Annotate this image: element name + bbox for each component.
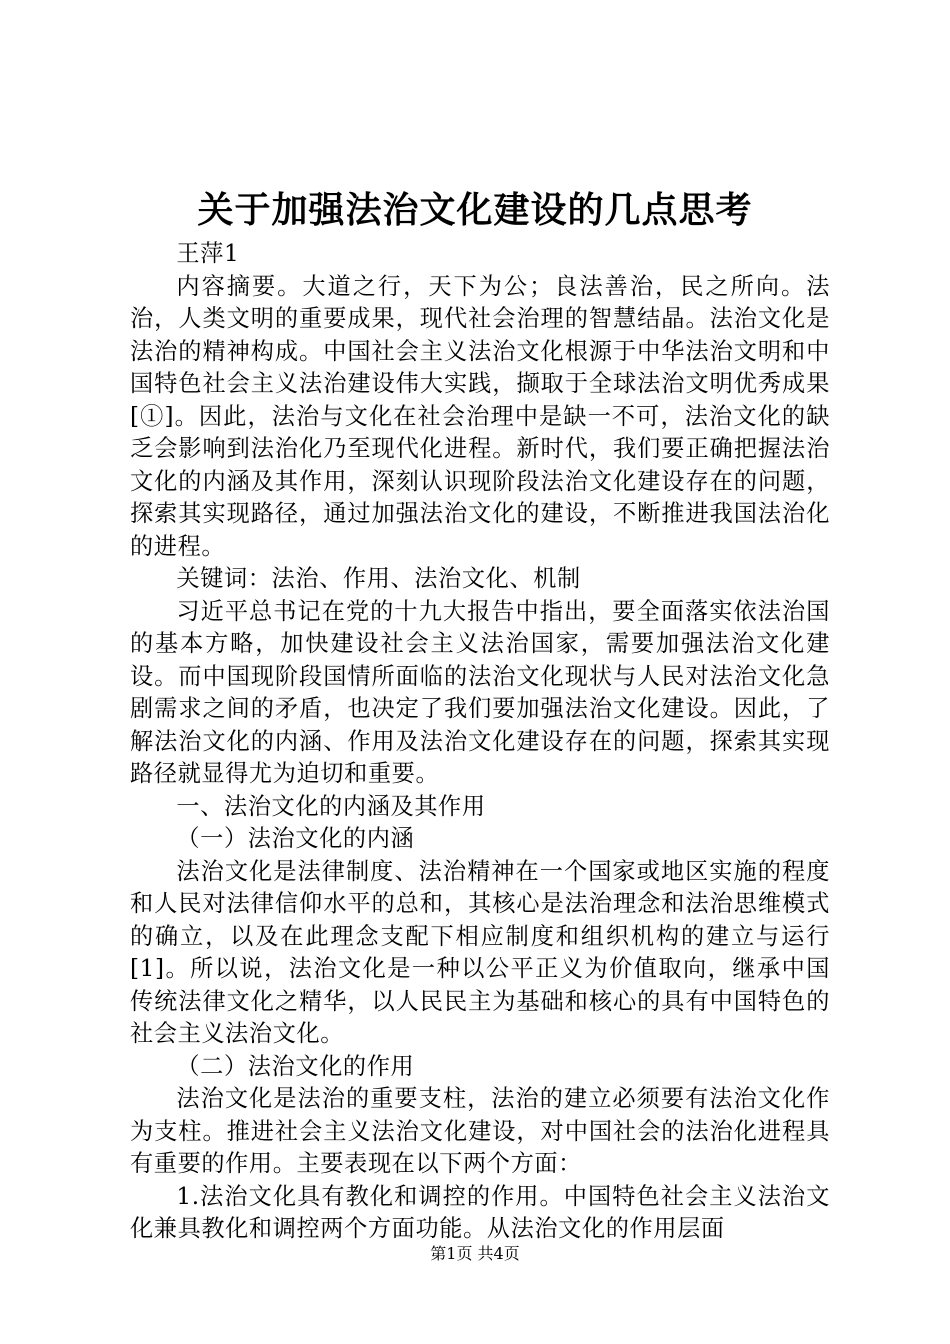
page-footer: 第1页 共4页	[430, 1244, 520, 1263]
keywords-line: 关键词：法治、作用、法治文化、机制	[176, 565, 581, 592]
section-heading: 一、法治文化的内涵及其作用	[176, 792, 486, 820]
body-paragraph: 法治文化是法治的重要支柱，法治的建立必须要有法治文化作为支柱。推进社会主义法治文化建设，对中国社会的法治化进程具有重要的作用。主要表现在以下两个方面：	[130, 1085, 830, 1177]
subsection-heading: （一）法治文化的内涵	[176, 825, 415, 852]
subsection-heading: （二）法治文化的作用	[176, 1052, 415, 1080]
abstract-paragraph: 内容摘要。大道之行，天下为公；良法善治，民之所向。法治，人类文明的重要成果，现代社会治理的智慧结晶。法治文化是法治的精神构成。中国社会主义法治文化根源于中华法治文明和中国特色社会主义法治建设伟大实践，撷取于全球法治文明优秀成果[①]。因此，法治与文化在社会治理中是缺一不可，法治文化的缺乏会影响到法治化乃至现代化进程。新时代，我们要正确把握法治文化的内涵及其作用，深刻认识现阶段法治文化建设存在的问题，探索其实现路径，通过加强法治文化的建设，不断推进我国法治化的进程。	[130, 272, 830, 560]
document-title: 关于加强法治文化建设的几点思考	[197, 189, 753, 231]
document-body	[130, 238, 830, 1246]
body-paragraph: 1.法治文化具有教化和调控的作用。中国特色社会主义法治文化兼具教化和调控两个方面功能。从法治文化的作用层面	[130, 1182, 830, 1242]
body-paragraph: 法治文化是法律制度、法治精神在一个国家或地区实施的程度和人民对法律信仰水平的总和，其核心是法治理念和法治思维模式的确立，以及在此理念支配下相应制度和组织机构的建立与运行[1]。所以说，法治文化是一种以公平正义为价值取向，继承中国传统法律文化之精华，以人民民主为基础和核心的具有中国特色的社会主义法治文化。	[130, 857, 830, 1047]
author-line: 王萍1	[176, 240, 240, 267]
intro-paragraph: 习近平总书记在党的十九大报告中指出，要全面落实依法治国的基本方略，加快建设社会主义法治国家，需要加强法治文化建设。而中国现阶段国情所面临的法治文化现状与人民对法治文化急剧需求之间的矛盾，也决定了我们要加强法治文化建设。因此，了解法治文化的内涵、作用及法治文化建设存在的问题，探索其实现路径就显得尤为迫切和重要。	[130, 597, 830, 787]
